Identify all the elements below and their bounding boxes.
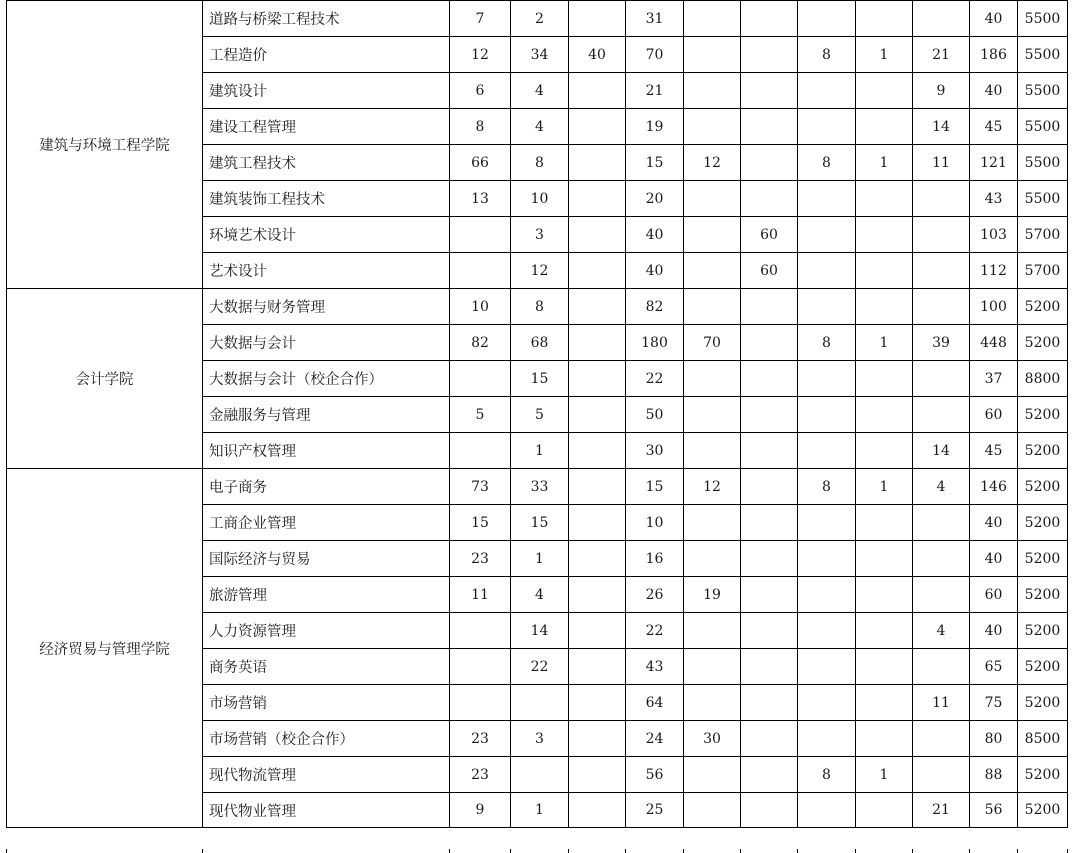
- quota-cell: 15: [626, 145, 684, 181]
- quota-cell: [741, 721, 798, 757]
- quota-cell: 180: [626, 325, 684, 361]
- quota-cell: [684, 1, 741, 37]
- quota-cell: 7: [450, 1, 511, 37]
- major-name-cell: 大数据与会计: [203, 325, 450, 361]
- quota-cell: 5: [450, 397, 511, 433]
- quota-cell: [684, 181, 741, 217]
- quota-cell: [856, 721, 913, 757]
- border-stub: [625, 849, 626, 853]
- quota-cell: [798, 541, 856, 577]
- major-name-cell: 市场营销（校企合作）: [203, 721, 450, 757]
- quota-cell: [798, 721, 856, 757]
- quota-cell: 60: [741, 217, 798, 253]
- quota-cell: 1: [511, 541, 569, 577]
- quota-cell: 8: [798, 757, 856, 793]
- quota-cell: 4: [913, 613, 970, 649]
- quota-cell: [684, 109, 741, 145]
- quota-cell: 8: [798, 325, 856, 361]
- quota-cell: [913, 397, 970, 433]
- quota-cell: [450, 253, 511, 289]
- quota-cell: [684, 73, 741, 109]
- quota-cell: [569, 217, 626, 253]
- quota-cell: 10: [450, 289, 511, 325]
- quota-cell: 3: [511, 217, 569, 253]
- major-name-cell: 道路与桥梁工程技术: [203, 1, 450, 37]
- quota-cell: 8: [450, 109, 511, 145]
- quota-cell: 1: [856, 757, 913, 793]
- quota-cell: 73: [450, 469, 511, 505]
- quota-cell: 3: [511, 721, 569, 757]
- quota-cell: 11: [450, 577, 511, 613]
- quota-cell: 14: [913, 433, 970, 469]
- border-stub: [740, 849, 741, 853]
- total-cell: 43: [970, 181, 1018, 217]
- quota-cell: [741, 325, 798, 361]
- quota-cell: [856, 577, 913, 613]
- quota-cell: [684, 685, 741, 721]
- border-stub: [912, 849, 913, 853]
- quota-cell: 64: [626, 685, 684, 721]
- table-row: [7, 469, 1068, 505]
- quota-cell: 14: [511, 613, 569, 649]
- quota-cell: 26: [626, 577, 684, 613]
- quota-cell: [684, 505, 741, 541]
- quota-cell: [741, 685, 798, 721]
- total-cell: 60: [970, 397, 1018, 433]
- quota-cell: [569, 757, 626, 793]
- college-name-cell: 建筑与环境工程学院: [7, 1, 203, 289]
- quota-cell: 31: [626, 1, 684, 37]
- quota-cell: [913, 577, 970, 613]
- quota-cell: [913, 757, 970, 793]
- quota-cell: 12: [511, 253, 569, 289]
- total-cell: 121: [970, 145, 1018, 181]
- quota-cell: 23: [450, 541, 511, 577]
- quota-cell: 21: [913, 37, 970, 73]
- quota-cell: 4: [511, 73, 569, 109]
- total-cell: 37: [970, 361, 1018, 397]
- quota-cell: 16: [626, 541, 684, 577]
- total-cell: 40: [970, 613, 1018, 649]
- quota-cell: 33: [511, 469, 569, 505]
- quota-cell: [856, 541, 913, 577]
- quota-cell: 8: [798, 469, 856, 505]
- quota-cell: [741, 1, 798, 37]
- quota-cell: 22: [511, 649, 569, 685]
- quota-cell: 40: [569, 37, 626, 73]
- quota-cell: [798, 577, 856, 613]
- total-cell: 65: [970, 649, 1018, 685]
- quota-cell: [913, 721, 970, 757]
- quota-cell: 21: [913, 793, 970, 828]
- total-cell: 88: [970, 757, 1018, 793]
- border-stub: [6, 849, 7, 853]
- quota-cell: 30: [684, 721, 741, 757]
- tuition-cell: 5500: [1018, 73, 1068, 109]
- quota-cell: 22: [626, 613, 684, 649]
- tuition-cell: 5200: [1018, 577, 1068, 613]
- quota-cell: [450, 613, 511, 649]
- quota-cell: [569, 109, 626, 145]
- major-name-cell: 电子商务: [203, 469, 450, 505]
- tuition-cell: 5700: [1018, 217, 1068, 253]
- quota-cell: [741, 145, 798, 181]
- quota-cell: [684, 757, 741, 793]
- major-name-cell: 市场营销: [203, 685, 450, 721]
- quota-cell: 24: [626, 721, 684, 757]
- quota-cell: 68: [511, 325, 569, 361]
- quota-cell: [913, 361, 970, 397]
- quota-cell: [741, 433, 798, 469]
- quota-cell: 15: [511, 505, 569, 541]
- tuition-cell: 5200: [1018, 289, 1068, 325]
- quota-cell: [856, 73, 913, 109]
- quota-cell: 8: [798, 145, 856, 181]
- quota-cell: 10: [511, 181, 569, 217]
- quota-cell: [569, 289, 626, 325]
- quota-cell: [684, 289, 741, 325]
- quota-cell: [569, 613, 626, 649]
- quota-cell: [569, 1, 626, 37]
- quota-cell: [684, 793, 741, 828]
- quota-cell: 15: [511, 361, 569, 397]
- tuition-cell: 5200: [1018, 613, 1068, 649]
- total-cell: 60: [970, 577, 1018, 613]
- major-name-cell: 人力资源管理: [203, 613, 450, 649]
- quota-cell: [684, 397, 741, 433]
- quota-cell: [798, 505, 856, 541]
- quota-cell: [798, 361, 856, 397]
- quota-cell: 14: [913, 109, 970, 145]
- table-row: [7, 289, 1068, 325]
- table-body: [7, 1, 1068, 828]
- quota-cell: 11: [913, 145, 970, 181]
- quota-cell: 66: [450, 145, 511, 181]
- border-stub: [797, 849, 798, 853]
- quota-cell: 13: [450, 181, 511, 217]
- quota-cell: 4: [913, 469, 970, 505]
- tuition-cell: 5200: [1018, 469, 1068, 505]
- quota-cell: [741, 577, 798, 613]
- major-name-cell: 建筑设计: [203, 73, 450, 109]
- border-stub: [855, 849, 856, 853]
- quota-cell: 4: [511, 109, 569, 145]
- quota-cell: 4: [511, 577, 569, 613]
- quota-cell: 8: [511, 289, 569, 325]
- major-name-cell: 艺术设计: [203, 253, 450, 289]
- tuition-cell: 5200: [1018, 505, 1068, 541]
- quota-cell: 2: [511, 1, 569, 37]
- quota-cell: [741, 649, 798, 685]
- quota-cell: [684, 613, 741, 649]
- quota-cell: 21: [626, 73, 684, 109]
- quota-cell: 40: [626, 217, 684, 253]
- quota-cell: 12: [450, 37, 511, 73]
- total-cell: 146: [970, 469, 1018, 505]
- quota-cell: [684, 433, 741, 469]
- quota-cell: [856, 397, 913, 433]
- tuition-cell: 5700: [1018, 253, 1068, 289]
- quota-cell: [569, 505, 626, 541]
- quota-cell: [450, 685, 511, 721]
- total-cell: 112: [970, 253, 1018, 289]
- quota-cell: [913, 253, 970, 289]
- tuition-cell: 5200: [1018, 433, 1068, 469]
- quota-cell: [684, 361, 741, 397]
- quota-cell: [450, 433, 511, 469]
- quota-cell: [569, 793, 626, 828]
- quota-cell: [741, 37, 798, 73]
- total-cell: 40: [970, 505, 1018, 541]
- quota-cell: [684, 217, 741, 253]
- quota-cell: [856, 685, 913, 721]
- quota-cell: [684, 253, 741, 289]
- quota-cell: [798, 181, 856, 217]
- quota-cell: [569, 685, 626, 721]
- major-name-cell: 建筑装饰工程技术: [203, 181, 450, 217]
- tuition-cell: 5500: [1018, 109, 1068, 145]
- quota-cell: [741, 289, 798, 325]
- tuition-cell: 5200: [1018, 649, 1068, 685]
- quota-cell: [569, 433, 626, 469]
- border-stub: [568, 849, 569, 853]
- quota-cell: 1: [511, 793, 569, 828]
- border-stub: [1017, 849, 1018, 853]
- quota-cell: [798, 793, 856, 828]
- major-name-cell: 建设工程管理: [203, 109, 450, 145]
- quota-cell: [913, 1, 970, 37]
- major-name-cell: 工程造价: [203, 37, 450, 73]
- quota-cell: [741, 541, 798, 577]
- quota-cell: [856, 433, 913, 469]
- quota-cell: [798, 397, 856, 433]
- quota-cell: [856, 289, 913, 325]
- quota-cell: [569, 145, 626, 181]
- quota-cell: [741, 73, 798, 109]
- quota-cell: [684, 649, 741, 685]
- tuition-cell: 5200: [1018, 757, 1068, 793]
- major-name-cell: 旅游管理: [203, 577, 450, 613]
- total-cell: 45: [970, 109, 1018, 145]
- quota-cell: 70: [684, 325, 741, 361]
- quota-cell: [569, 649, 626, 685]
- quota-cell: [856, 1, 913, 37]
- quota-cell: [913, 181, 970, 217]
- tuition-cell: 5500: [1018, 1, 1068, 37]
- quota-cell: 30: [626, 433, 684, 469]
- quota-cell: 40: [626, 253, 684, 289]
- quota-cell: 15: [450, 505, 511, 541]
- total-cell: 103: [970, 217, 1018, 253]
- quota-cell: [569, 73, 626, 109]
- quota-cell: [798, 649, 856, 685]
- quota-cell: [569, 253, 626, 289]
- major-name-cell: 商务英语: [203, 649, 450, 685]
- quota-cell: [741, 109, 798, 145]
- quota-cell: 25: [626, 793, 684, 828]
- quota-cell: 22: [626, 361, 684, 397]
- quota-cell: 9: [450, 793, 511, 828]
- quota-cell: [856, 181, 913, 217]
- quota-cell: [913, 289, 970, 325]
- tuition-cell: 5200: [1018, 793, 1068, 828]
- quota-cell: [913, 505, 970, 541]
- quota-cell: 19: [684, 577, 741, 613]
- quota-cell: [569, 721, 626, 757]
- quota-cell: 82: [450, 325, 511, 361]
- quota-cell: 12: [684, 145, 741, 181]
- major-name-cell: 金融服务与管理: [203, 397, 450, 433]
- quota-cell: [856, 253, 913, 289]
- quota-cell: [856, 109, 913, 145]
- quota-cell: 39: [913, 325, 970, 361]
- quota-cell: [450, 361, 511, 397]
- quota-cell: 56: [626, 757, 684, 793]
- quota-cell: [450, 649, 511, 685]
- quota-cell: 43: [626, 649, 684, 685]
- quota-cell: [569, 397, 626, 433]
- total-cell: 186: [970, 37, 1018, 73]
- major-name-cell: 现代物流管理: [203, 757, 450, 793]
- major-name-cell: 工商企业管理: [203, 505, 450, 541]
- quota-cell: 60: [741, 253, 798, 289]
- quota-cell: [569, 181, 626, 217]
- tuition-cell: 8500: [1018, 721, 1068, 757]
- quota-cell: [741, 361, 798, 397]
- border-stub: [969, 849, 970, 853]
- quota-cell: [741, 757, 798, 793]
- total-cell: 100: [970, 289, 1018, 325]
- border-stub: [202, 849, 203, 853]
- quota-cell: 12: [684, 469, 741, 505]
- quota-cell: [856, 217, 913, 253]
- quota-cell: [913, 541, 970, 577]
- quota-cell: [684, 37, 741, 73]
- quota-cell: 50: [626, 397, 684, 433]
- total-cell: 45: [970, 433, 1018, 469]
- quota-cell: 20: [626, 181, 684, 217]
- border-stub: [683, 849, 684, 853]
- quota-cell: [798, 433, 856, 469]
- major-name-cell: 现代物业管理: [203, 793, 450, 828]
- quota-cell: [569, 577, 626, 613]
- total-cell: 40: [970, 1, 1018, 37]
- border-stub: [449, 849, 450, 853]
- major-name-cell: 建筑工程技术: [203, 145, 450, 181]
- quota-cell: [856, 505, 913, 541]
- quota-cell: 1: [856, 37, 913, 73]
- quota-cell: 11: [913, 685, 970, 721]
- tuition-cell: 5200: [1018, 541, 1068, 577]
- quota-cell: [569, 325, 626, 361]
- quota-cell: [741, 469, 798, 505]
- major-name-cell: 大数据与会计（校企合作）: [203, 361, 450, 397]
- quota-cell: [741, 793, 798, 828]
- quota-cell: [569, 541, 626, 577]
- quota-cell: [856, 613, 913, 649]
- quota-cell: [741, 505, 798, 541]
- quota-cell: [741, 181, 798, 217]
- quota-cell: 1: [856, 145, 913, 181]
- quota-cell: 8: [511, 145, 569, 181]
- quota-cell: 82: [626, 289, 684, 325]
- quota-cell: [798, 253, 856, 289]
- quota-cell: [798, 217, 856, 253]
- quota-cell: 34: [511, 37, 569, 73]
- total-cell: 56: [970, 793, 1018, 828]
- tuition-cell: 5500: [1018, 145, 1068, 181]
- quota-cell: [741, 397, 798, 433]
- quota-cell: 70: [626, 37, 684, 73]
- total-cell: 40: [970, 541, 1018, 577]
- quota-cell: 5: [511, 397, 569, 433]
- tuition-cell: 5500: [1018, 181, 1068, 217]
- quota-cell: 1: [856, 469, 913, 505]
- total-cell: 80: [970, 721, 1018, 757]
- quota-cell: [798, 109, 856, 145]
- quota-cell: [450, 217, 511, 253]
- major-name-cell: 大数据与财务管理: [203, 289, 450, 325]
- next-row-border-stubs: [0, 849, 1080, 853]
- college-name-cell: 经济贸易与管理学院: [7, 469, 203, 828]
- enrollment-plan-table: [6, 0, 1068, 828]
- quota-cell: [684, 541, 741, 577]
- tuition-cell: 5500: [1018, 37, 1068, 73]
- quota-cell: 8: [798, 37, 856, 73]
- total-cell: 448: [970, 325, 1018, 361]
- quota-cell: [569, 469, 626, 505]
- quota-cell: [798, 1, 856, 37]
- college-name-cell: 会计学院: [7, 289, 203, 469]
- quota-cell: [569, 361, 626, 397]
- major-name-cell: 环境艺术设计: [203, 217, 450, 253]
- quota-cell: [798, 289, 856, 325]
- table-row: [7, 1, 1068, 37]
- border-stub: [510, 849, 511, 853]
- quota-cell: 19: [626, 109, 684, 145]
- quota-cell: 1: [511, 433, 569, 469]
- major-name-cell: 知识产权管理: [203, 433, 450, 469]
- quota-cell: 23: [450, 721, 511, 757]
- quota-cell: [913, 217, 970, 253]
- total-cell: 75: [970, 685, 1018, 721]
- tuition-cell: 5200: [1018, 325, 1068, 361]
- quota-cell: [798, 73, 856, 109]
- quota-cell: [856, 793, 913, 828]
- quota-cell: [511, 685, 569, 721]
- total-cell: 40: [970, 73, 1018, 109]
- quota-cell: 1: [856, 325, 913, 361]
- quota-cell: [798, 685, 856, 721]
- major-name-cell: 国际经济与贸易: [203, 541, 450, 577]
- quota-cell: [511, 757, 569, 793]
- quota-cell: [741, 613, 798, 649]
- quota-cell: 6: [450, 73, 511, 109]
- quota-cell: 15: [626, 469, 684, 505]
- tuition-cell: 5200: [1018, 397, 1068, 433]
- tuition-cell: 8800: [1018, 361, 1068, 397]
- quota-cell: [798, 613, 856, 649]
- quota-cell: 10: [626, 505, 684, 541]
- quota-cell: [913, 649, 970, 685]
- border-stub: [1067, 849, 1068, 853]
- quota-cell: [856, 361, 913, 397]
- quota-cell: 23: [450, 757, 511, 793]
- quota-cell: [856, 649, 913, 685]
- tuition-cell: 5200: [1018, 685, 1068, 721]
- quota-cell: 9: [913, 73, 970, 109]
